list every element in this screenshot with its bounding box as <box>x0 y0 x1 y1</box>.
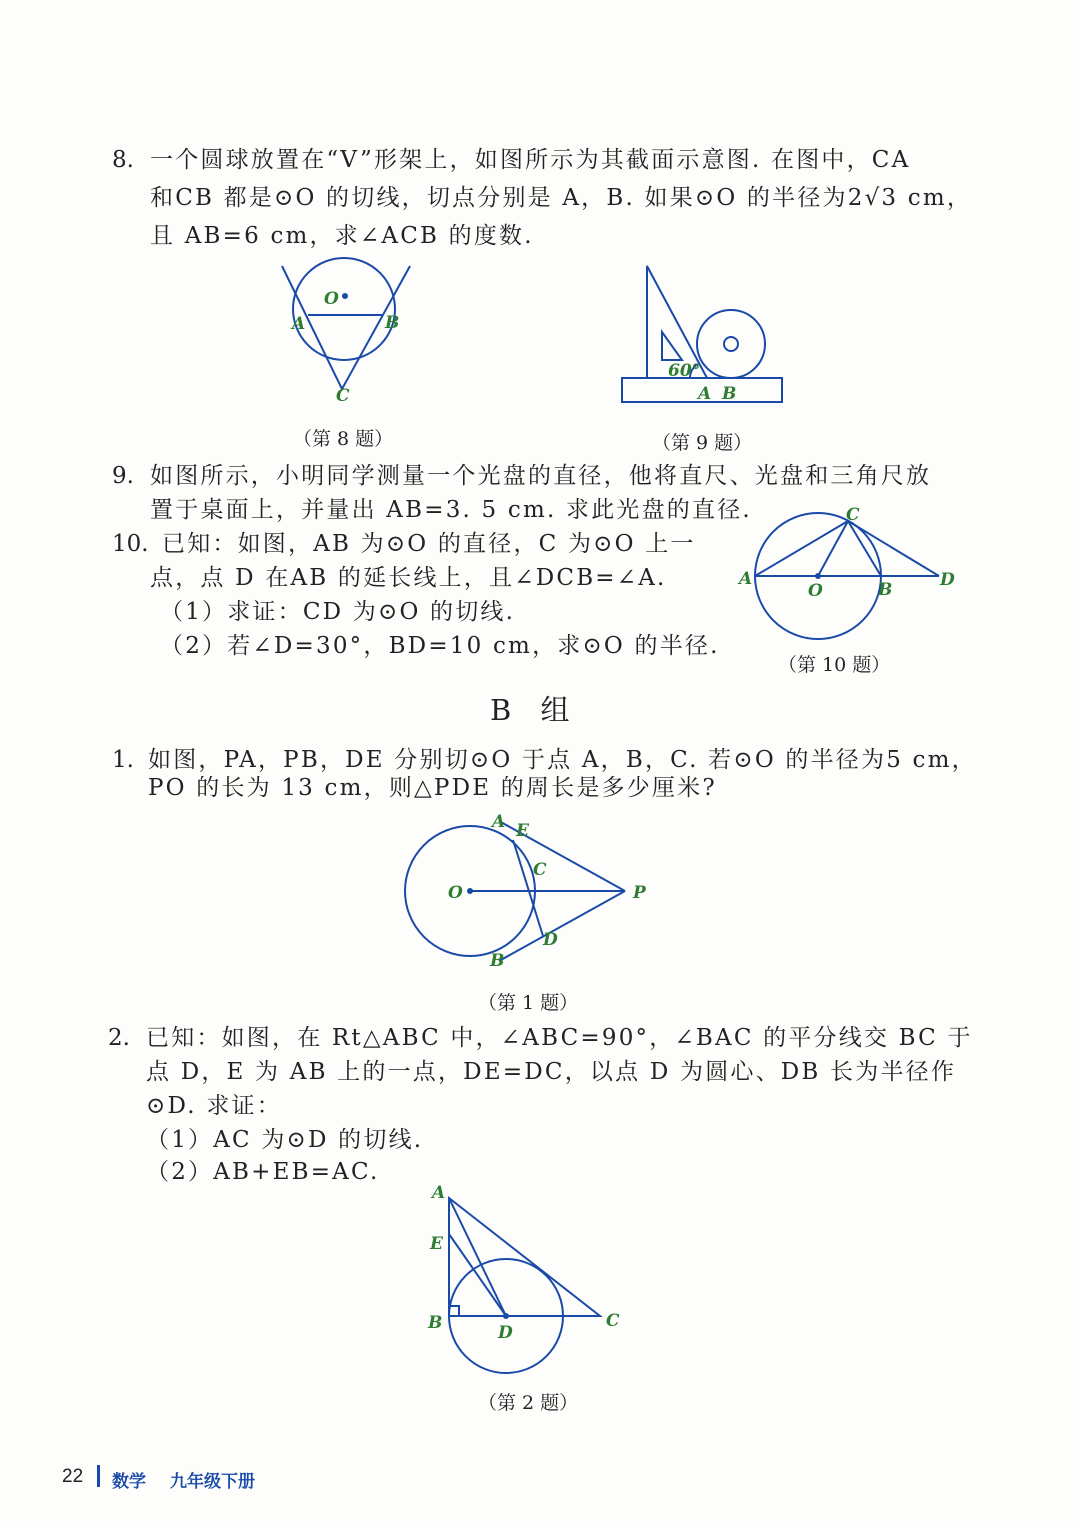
q10-label-a: A <box>739 569 753 589</box>
b2-line-3: ⊙D. 求证： <box>146 1093 282 1119</box>
b1-label-d: D <box>543 930 558 950</box>
q8-line-cb <box>342 266 410 389</box>
group-b-heading: B 组 <box>490 693 580 727</box>
q9-figure <box>612 260 802 410</box>
b2-label-c: C <box>606 1311 620 1331</box>
q8-center-dot <box>342 293 348 299</box>
b1-label-p: P <box>633 883 646 903</box>
b1-number: 1. <box>112 747 134 773</box>
q8-label-b: B <box>385 313 400 333</box>
b1-line-2: PO 的长为 13 cm，则△PDE 的周长是多少厘米? <box>148 775 717 801</box>
page-number: 22 <box>62 1466 84 1487</box>
q10-line-3: （1）求证：CD 为⊙O 的切线. <box>160 599 516 625</box>
q10-label-o: O <box>808 581 823 601</box>
q9-line-2: 置于桌面上，并量出 AB=3. 5 cm. 求此光盘的直径. <box>150 497 752 523</box>
b1-label-b: B <box>490 951 505 971</box>
b2-label-b: B <box>428 1313 443 1333</box>
b2-label-e: E <box>430 1234 443 1254</box>
q10-line-1: 已知：如图，AB 为⊙O 的直径，C 为⊙O 上一 <box>162 531 696 557</box>
q10-label-b: B <box>878 580 893 600</box>
footer-grade: 九年级下册 <box>170 1472 255 1492</box>
q10-line-2: 点，点 D 在AB 的延长线上，且∠DCB=∠A. <box>150 565 667 591</box>
q9-number: 9. <box>112 463 134 489</box>
q9-triangle-inner <box>662 332 682 360</box>
b2-line-4: （1）AC 为⊙D 的切线. <box>146 1127 424 1153</box>
b2-line-5: （2）AB+EB=AC. <box>146 1159 380 1185</box>
b2-caption: （第 2 题） <box>478 1392 579 1414</box>
q10-tangent-cd <box>848 521 939 576</box>
q9-disc <box>697 310 765 378</box>
q8-line-ca <box>282 266 342 389</box>
b2-segment-ed <box>449 1234 506 1316</box>
q8-circle <box>293 258 395 360</box>
b2-number: 2. <box>108 1025 130 1051</box>
b2-bisector-ad <box>449 1198 506 1316</box>
b1-center-dot <box>467 888 473 894</box>
q8-line-3: 且 AB=6 cm，求∠ACB 的度数. <box>150 223 534 249</box>
b2-line-1: 已知：如图，在 Rt△ABC 中，∠ABC=90°，∠BAC 的平分线交 BC 于 <box>146 1025 973 1051</box>
q10-caption: （第 10 题） <box>778 654 891 676</box>
q9-label-b: B <box>722 384 737 404</box>
footer-divider <box>97 1465 100 1487</box>
q8-label-a: A <box>292 314 306 334</box>
q8-label-o: O <box>324 289 339 309</box>
q9-label-angle: 60° <box>668 361 701 381</box>
q8-number: 8. <box>112 147 134 173</box>
q9-caption: （第 9 题） <box>652 432 753 454</box>
b2-label-a: A <box>432 1183 446 1203</box>
q8-line-1: 一个圆球放置在“V”形架上，如图所示为其截面示意图. 在图中，CA <box>150 147 911 173</box>
b1-label-c: C <box>533 860 547 880</box>
footer-subject: 数学 <box>112 1472 146 1492</box>
b1-label-e: E <box>516 821 529 841</box>
b1-label-a: A <box>492 812 506 832</box>
b1-figure <box>395 808 665 978</box>
q8-label-c: C <box>336 386 350 406</box>
q10-label-c: C <box>846 505 860 525</box>
q8-caption: （第 8 题） <box>293 428 394 450</box>
q10-number: 10. <box>112 531 149 557</box>
q10-figure <box>732 502 962 652</box>
b2-triangle-abc <box>449 1198 600 1316</box>
b1-tangent-pb <box>499 891 625 961</box>
q10-line-4: （2）若∠D=30°，BD=10 cm，求⊙O 的半径. <box>160 633 720 659</box>
q10-chord-cb <box>848 521 881 576</box>
b2-figure <box>418 1176 638 1386</box>
q9-disc-hole <box>724 337 738 351</box>
q8-figure <box>270 248 430 418</box>
q8-line-2: 和CB 都是⊙O 的切线，切点分别是 A，B. 如果⊙O 的半径为2√3 cm， <box>150 185 973 211</box>
b2-center-dot <box>503 1313 509 1319</box>
b1-label-o: O <box>448 883 463 903</box>
q10-label-d: D <box>940 570 955 590</box>
q9-line-1: 如图所示，小明同学测量一个光盘的直径，他将直尺、光盘和三角尺放 <box>150 463 932 489</box>
q10-center-dot <box>815 573 821 579</box>
b1-line-1: 如图，PA，PB，DE 分别切⊙O 于点 A，B，C. 若⊙O 的半径为5 cm， <box>148 747 977 773</box>
q9-label-a: A <box>698 384 712 404</box>
b1-caption: （第 1 题） <box>478 992 579 1014</box>
b2-line-2: 点 D，E 为 AB 上的一点，DE=DC，以点 D 为圆心、DB 长为半径作 <box>146 1059 957 1085</box>
b2-label-d: D <box>498 1323 513 1343</box>
